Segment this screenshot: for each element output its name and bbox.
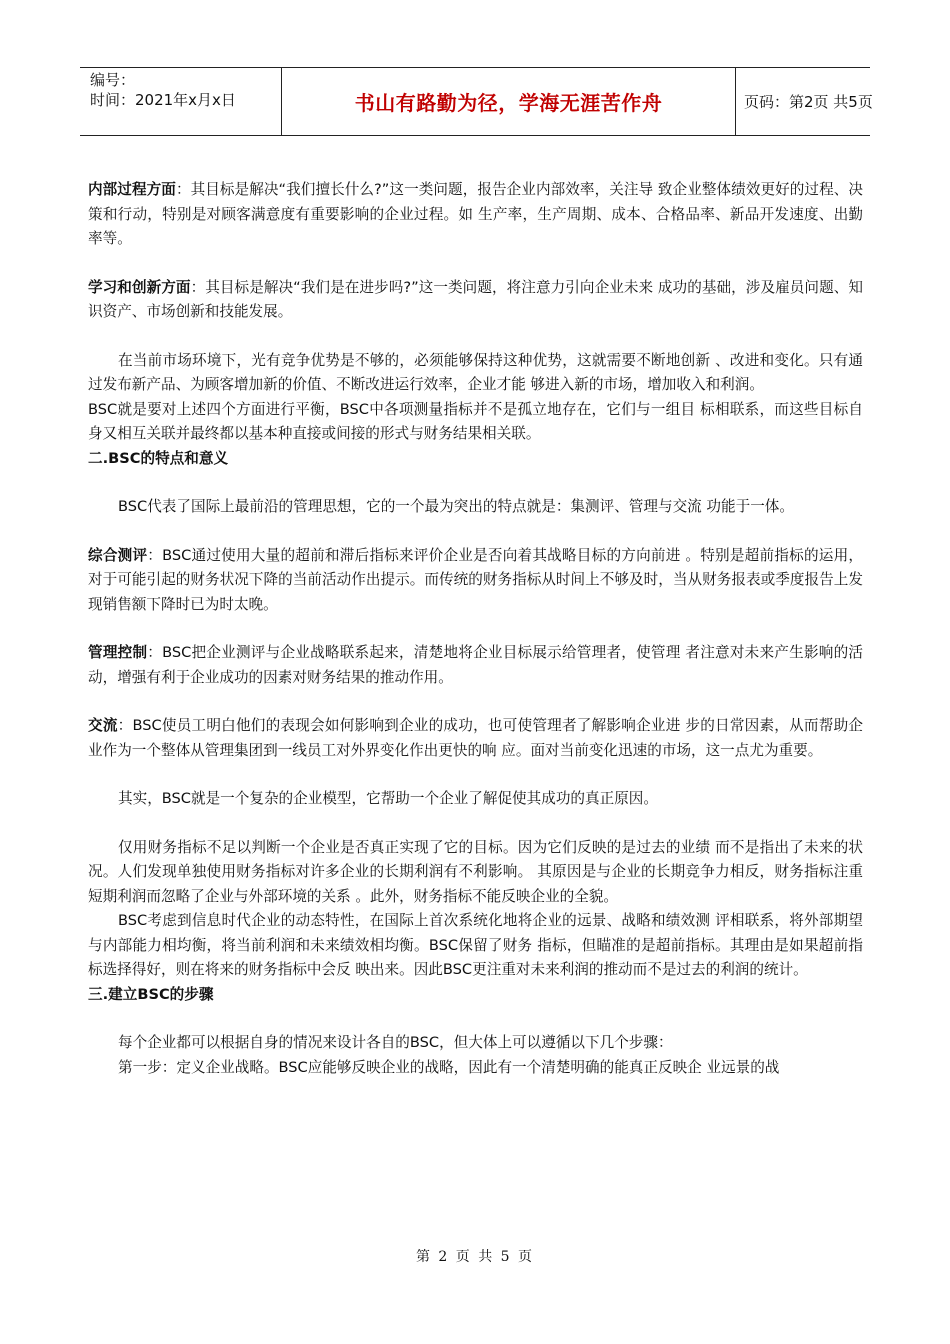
steps-intro-paragraph: 每个企业都可以根据自身的情况来设计各自的BSC，但大体上可以遵循以下几个步骤： bbox=[118, 1034, 673, 1051]
internal-process-paragraph bbox=[88, 178, 863, 252]
section-heading-2: 二.BSC的特点和意义 bbox=[88, 449, 229, 467]
control-paragraph bbox=[88, 641, 863, 690]
learning-text: ：其目标是解决“我们是在进步吗?”这一类问题，将注意力引向企业未来 成功的基础，涉及雇员问题、知识资产、市场创新和技能发展。 bbox=[88, 278, 863, 320]
document-body bbox=[88, 178, 863, 1080]
communication-text: ：BSC使员工明白他们的表现会如何影响到企业的成功，也可使管理者了解影响企业进 步的日常因素，从而帮助企业作为一个整体从管理集团到一线员工对外界变化作出更快的响 应。面对当前变化迅速的市场，这一点尤为重要。 bbox=[88, 717, 863, 759]
number-label: 编号： bbox=[90, 71, 136, 89]
time-label: 时间：2021年x月x日 bbox=[90, 91, 236, 109]
page-footer: 第 2 页 共 5 页 bbox=[415, 1249, 535, 1265]
evaluation-paragraph bbox=[88, 544, 863, 618]
control-text: ：BSC把企业测评与企业战略联系起来，清楚地将企业目标展示给管理者，使管理 者注意对未来产生影响的活动，增强有利于企业成功的因素对财务结果的推动作用。 bbox=[88, 644, 863, 686]
internal-process-text: ：其目标是解决“我们擅长什么?”这一类问题，报告企业内部效率，关注导 致企业整体绩效更好的过程、决策和行动，特别是对顾客满意度有重要影响的企业过程。如 生产率，生产周期、成本、合格品率、新品开发速度、出勤率等。 bbox=[88, 181, 863, 247]
finance-paragraph: 仅用财务指标不足以判断一个企业是否真正实现了它的目标。因为它们反映的是过去的业绩 而不是指出了未来的状况。人们发现单独使用财务指标对许多企业的长期利润有不利影响。 其原因是与企业的长期竞争力相反，财务指标注重短期利润而忽略了企业与外部环境的关系 。此外，财务指标不能反映企业的全貌。 bbox=[88, 838, 863, 905]
step-one-paragraph: 第一步：定义企业战略。BSC应能够反映企业的战略，因此有一个清楚明确的能真正反映企 业远景的战 bbox=[118, 1058, 780, 1076]
learning-term: 学习和创新方面 bbox=[88, 278, 191, 296]
features-paragraph: BSC代表了国际上最前沿的管理思想，它的一个最为突出的特点就是：集测评、管理与交流 功能于一体。 bbox=[118, 498, 794, 515]
information-age-paragraph: BSC考虑到信息时代企业的动态特性，在国际上首次系统化地将企业的远景、战略和绩效测 评相联系，将外部期望与内部能力相均衡，将当前利润和未来绩效相均衡。BSC保留了财务 指标，但瞄准的是超前指标。其理由是如果超前指标选择得好，则在将来的财务指标中会反 映出来。因此BSC更注重对未来利润的推动而不是过去的利润的统计。 bbox=[88, 912, 863, 978]
page-header bbox=[80, 67, 873, 136]
header-meta bbox=[80, 68, 282, 135]
communication-term: 交流 bbox=[88, 717, 118, 734]
learning-paragraph bbox=[88, 276, 863, 325]
internal-process-term: 内部过程方面 bbox=[88, 181, 176, 198]
section-heading-3: 三.建立BSC的步骤 bbox=[88, 985, 214, 1003]
header-page-cell bbox=[736, 68, 873, 135]
page-code: 页码：第2页 共5页 bbox=[744, 93, 873, 111]
control-term: 管理控制 bbox=[88, 644, 148, 661]
evaluation-text: ：BSC通过使用大量的超前和滞后指标来评价企业是否向着其战略目标的方向前进 。特别是超前指标的运用，对于可能引起的财务状况下降的当前活动作出提示。而传统的财务指标从时间上不够及时，当从财务报表或季度报告上发现销售额下降时已为时太晚。 bbox=[88, 546, 863, 613]
balance-paragraph: BSC就是要对上述四个方面进行平衡，BSC中各项测量指标并不是孤立地存在，它们与一组目 标相联系，而这些目标自身又相互关联并最终都以基本种直接或间接的形式与财务结果相关联。 bbox=[88, 400, 863, 442]
communication-paragraph bbox=[88, 714, 863, 763]
motto: 书山有路勤为径，学海无涯苦作舟 bbox=[354, 91, 663, 115]
evaluation-term: 综合测评 bbox=[88, 546, 148, 564]
market-paragraph: 在当前市场环境下，光有竞争优势是不够的，必须能够保持这种优势，这就需要不断地创新 、改进和变化。只有通过发布新产品、为顾客增加新的价值、不断改进运行效率，企业才能 够进入新的市场，增加收入和利润。 bbox=[88, 351, 863, 393]
model-paragraph: 其实，BSC就是一个复杂的企业模型，它帮助一个企业了解促使其成功的真正原因。 bbox=[118, 790, 658, 807]
header-motto-cell bbox=[282, 68, 736, 135]
